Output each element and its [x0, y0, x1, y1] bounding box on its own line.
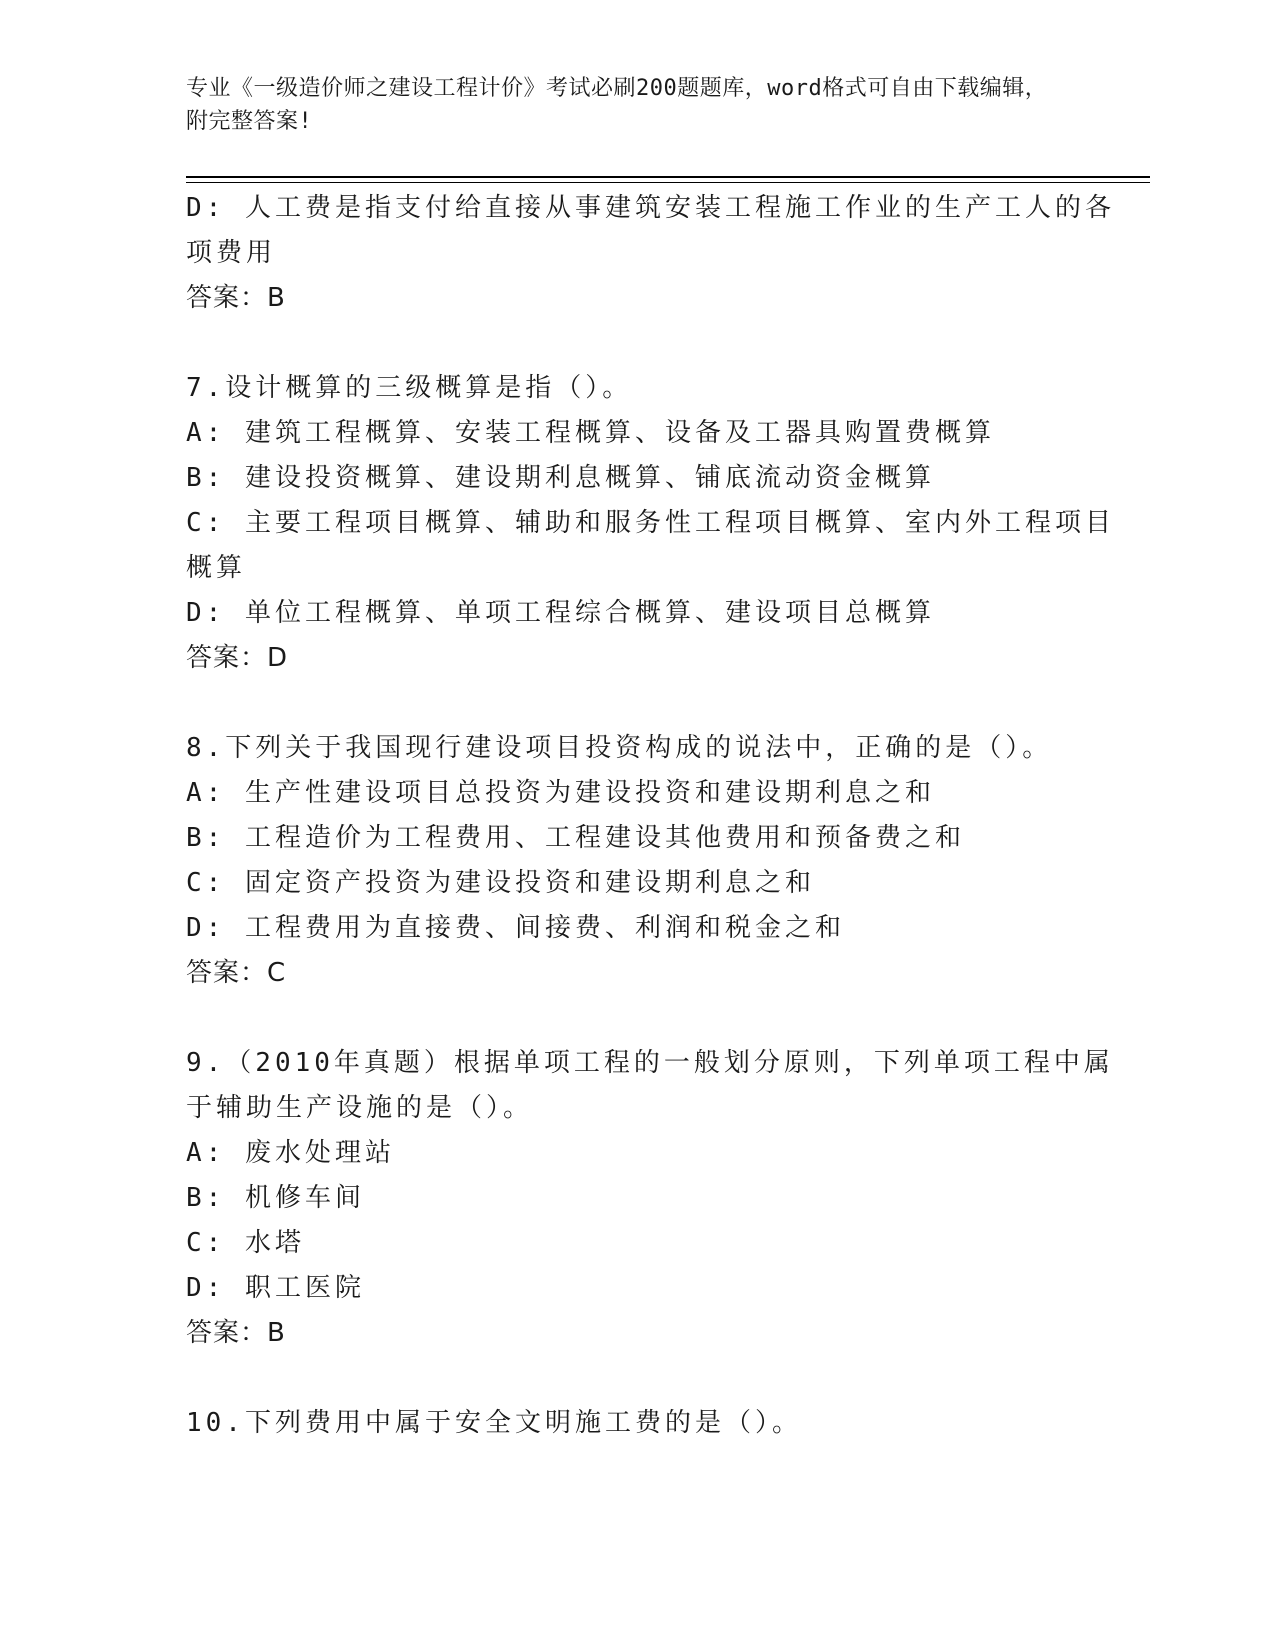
option-a: A: 生产性建设项目总投资为建设投资和建设期利息之和	[186, 778, 935, 808]
option-a: A: 废水处理站	[186, 1138, 395, 1168]
question-stem: 8.下列关于我国现行建设项目投资构成的说法中，正确的是（）。	[186, 733, 1053, 763]
option-b: B: 工程造价为工程费用、工程建设其他费用和预备费之和	[186, 823, 965, 853]
question-stem: 10.下列费用中属于安全文明施工费的是（）。	[186, 1408, 802, 1438]
option-c-line1: C: 主要工程项目概算、辅助和服务性工程项目概算、室内外工程项目	[186, 508, 1115, 538]
option-b: B: 建设投资概算、建设期利息概算、铺底流动资金概算	[186, 463, 935, 493]
question-9	[186, 1041, 1114, 1356]
question-10	[186, 1401, 1086, 1446]
option-c: C: 固定资产投资为建设投资和建设期利息之和	[186, 868, 815, 898]
question-stem: 7.设计概算的三级概算是指（）。	[186, 373, 633, 403]
option-a: A: 建筑工程概算、安装工程概算、设备及工器具购置费概算	[186, 418, 995, 448]
question-7	[186, 366, 1115, 681]
page-header: 专业《一级造价师之建设工程计价》考试必刷200题题库，word格式可自由下载编辑，附完整答案!	[186, 76, 1048, 134]
answer-label: 答案：B	[186, 283, 286, 313]
spacer	[186, 681, 1086, 726]
question-content	[186, 186, 1115, 1446]
option-d: D: 单位工程概算、单项工程综合概算、建设项目总概算	[186, 598, 935, 628]
option-d-line2: 项费用	[186, 238, 277, 268]
option-d-line1: D: 人工费是指支付给直接从事建筑安装工程施工作业的生产工人的各	[186, 193, 1115, 223]
header-rule-thin	[186, 182, 1150, 183]
option-d: D: 职工医院	[186, 1273, 365, 1303]
option-d: D: 工程费用为直接费、间接费、利润和税金之和	[186, 913, 845, 943]
spacer	[186, 321, 1086, 366]
answer-label: 答案：B	[186, 1318, 286, 1348]
header-rule-thick	[186, 176, 1150, 178]
spacer	[186, 996, 1086, 1041]
question-stem-line2: 于辅助生产设施的是（）。	[186, 1093, 534, 1123]
question-stem-line1: 9.（2010年真题）根据单项工程的一般划分原则，下列单项工程中属	[186, 1048, 1114, 1078]
answer-label: 答案：C	[186, 958, 287, 988]
question-8	[186, 726, 1086, 996]
previous-question-tail	[186, 186, 1115, 321]
answer-label: 答案：D	[186, 643, 289, 673]
option-c: C: 水塔	[186, 1228, 305, 1258]
spacer	[186, 1356, 1086, 1401]
option-b: B: 机修车间	[186, 1183, 365, 1213]
option-c-line2: 概算	[186, 553, 247, 583]
